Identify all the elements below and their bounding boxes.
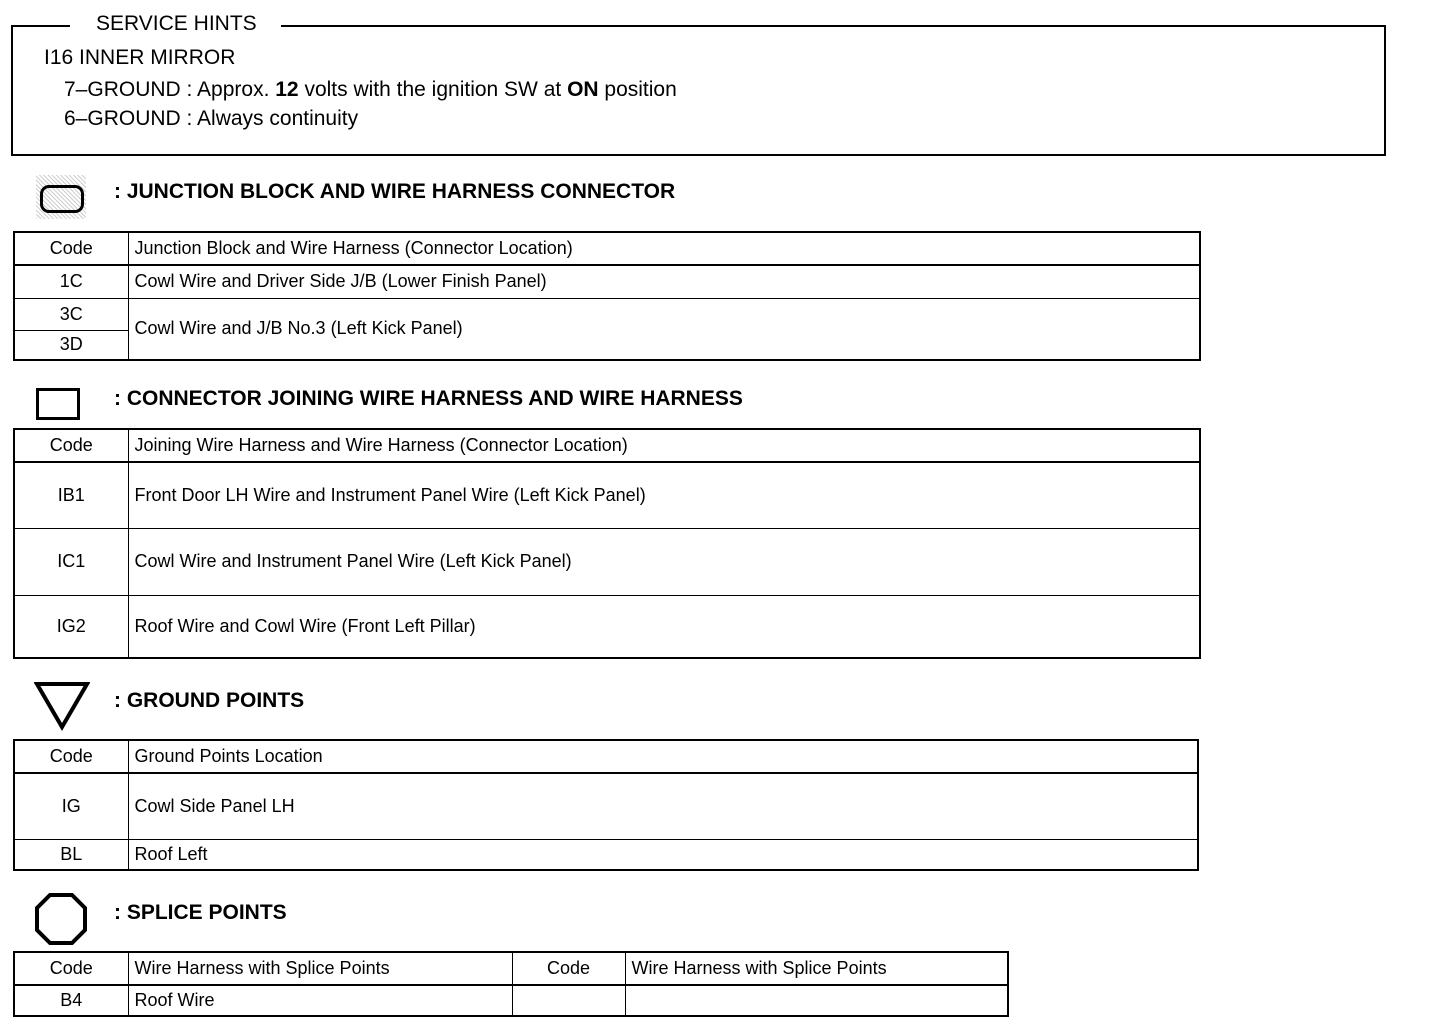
hint1-state: ON xyxy=(567,78,599,101)
row-code-2 xyxy=(512,985,625,1016)
table-header-row xyxy=(14,429,1200,462)
connector-section-title: : CONNECTOR JOINING WIRE HARNESS AND WIRE HARNESS xyxy=(114,387,743,410)
hint1-prefix: 7–GROUND : Approx. xyxy=(64,78,276,101)
table-row xyxy=(14,462,1200,528)
table-header-row xyxy=(14,232,1200,265)
connector-icon xyxy=(36,388,80,420)
hint1-volts: 12 xyxy=(275,78,299,101)
row-code: 1C xyxy=(14,265,128,298)
junction-block-icon xyxy=(36,175,86,219)
connector-table xyxy=(13,428,1201,659)
row-code: IC1 xyxy=(14,528,128,595)
table-row xyxy=(14,528,1200,595)
row-code: B4 xyxy=(14,985,128,1016)
table-row xyxy=(14,839,1198,870)
header-code: Code xyxy=(14,740,128,773)
hint1-middle: volts with the ignition SW at xyxy=(298,78,568,101)
row-desc: Cowl Side Panel LH xyxy=(128,773,1198,839)
header-desc-2: Wire Harness with Splice Points xyxy=(625,952,1008,985)
table-header-row xyxy=(14,740,1198,773)
hint1-suffix: position xyxy=(598,78,677,101)
header-desc: Ground Points Location xyxy=(128,740,1198,773)
table-row xyxy=(14,595,1200,658)
splice-table xyxy=(13,951,1009,1017)
header-desc: Wire Harness with Splice Points xyxy=(128,952,512,985)
hint-line-2: 6–GROUND : Always continuity xyxy=(64,107,359,130)
junction-table xyxy=(13,231,1201,361)
header-desc: Junction Block and Wire Harness (Connector Location) xyxy=(128,232,1200,265)
row-desc: Cowl Wire and Instrument Panel Wire (Left Kick Panel) xyxy=(128,528,1200,595)
junction-section-title: : JUNCTION BLOCK AND WIRE HARNESS CONNECTOR xyxy=(114,180,676,203)
row-desc: Front Door LH Wire and Instrument Panel Wire (Left Kick Panel) xyxy=(128,462,1200,528)
hint-line-1 xyxy=(64,77,677,103)
ground-section-title: : GROUND POINTS xyxy=(114,689,305,712)
table-row xyxy=(14,773,1198,839)
row-desc: Roof Wire and Cowl Wire (Front Left Pillar) xyxy=(128,595,1200,658)
table-row xyxy=(14,265,1200,298)
splice-octagon-icon xyxy=(34,892,88,946)
row-code: 3D xyxy=(14,330,128,360)
row-code: IB1 xyxy=(14,462,128,528)
table-header-row xyxy=(14,952,1008,985)
header-code: Code xyxy=(14,232,128,265)
splice-section-title: : SPLICE POINTS xyxy=(114,901,287,924)
row-code: 3C xyxy=(14,298,128,330)
row-desc: Cowl Wire and J/B No.3 (Left Kick Panel) xyxy=(128,298,1200,360)
ground-triangle-icon xyxy=(34,681,90,731)
row-code: IG2 xyxy=(14,595,128,658)
row-desc: Cowl Wire and Driver Side J/B (Lower Finish Panel) xyxy=(128,265,1200,298)
header-code: Code xyxy=(14,952,128,985)
ground-table xyxy=(13,739,1199,871)
row-desc: Roof Left xyxy=(128,839,1198,870)
header-desc: Joining Wire Harness and Wire Harness (Connector Location) xyxy=(128,429,1200,462)
table-row xyxy=(14,985,1008,1016)
row-desc-2 xyxy=(625,985,1008,1016)
header-code-2: Code xyxy=(512,952,625,985)
component-name: I16 INNER MIRROR xyxy=(44,46,236,69)
service-hints-title: SERVICE HINTS xyxy=(70,10,281,38)
row-code: IG xyxy=(14,773,128,839)
header-code: Code xyxy=(14,429,128,462)
table-row xyxy=(14,298,1200,330)
row-code: BL xyxy=(14,839,128,870)
row-desc: Roof Wire xyxy=(128,985,512,1016)
